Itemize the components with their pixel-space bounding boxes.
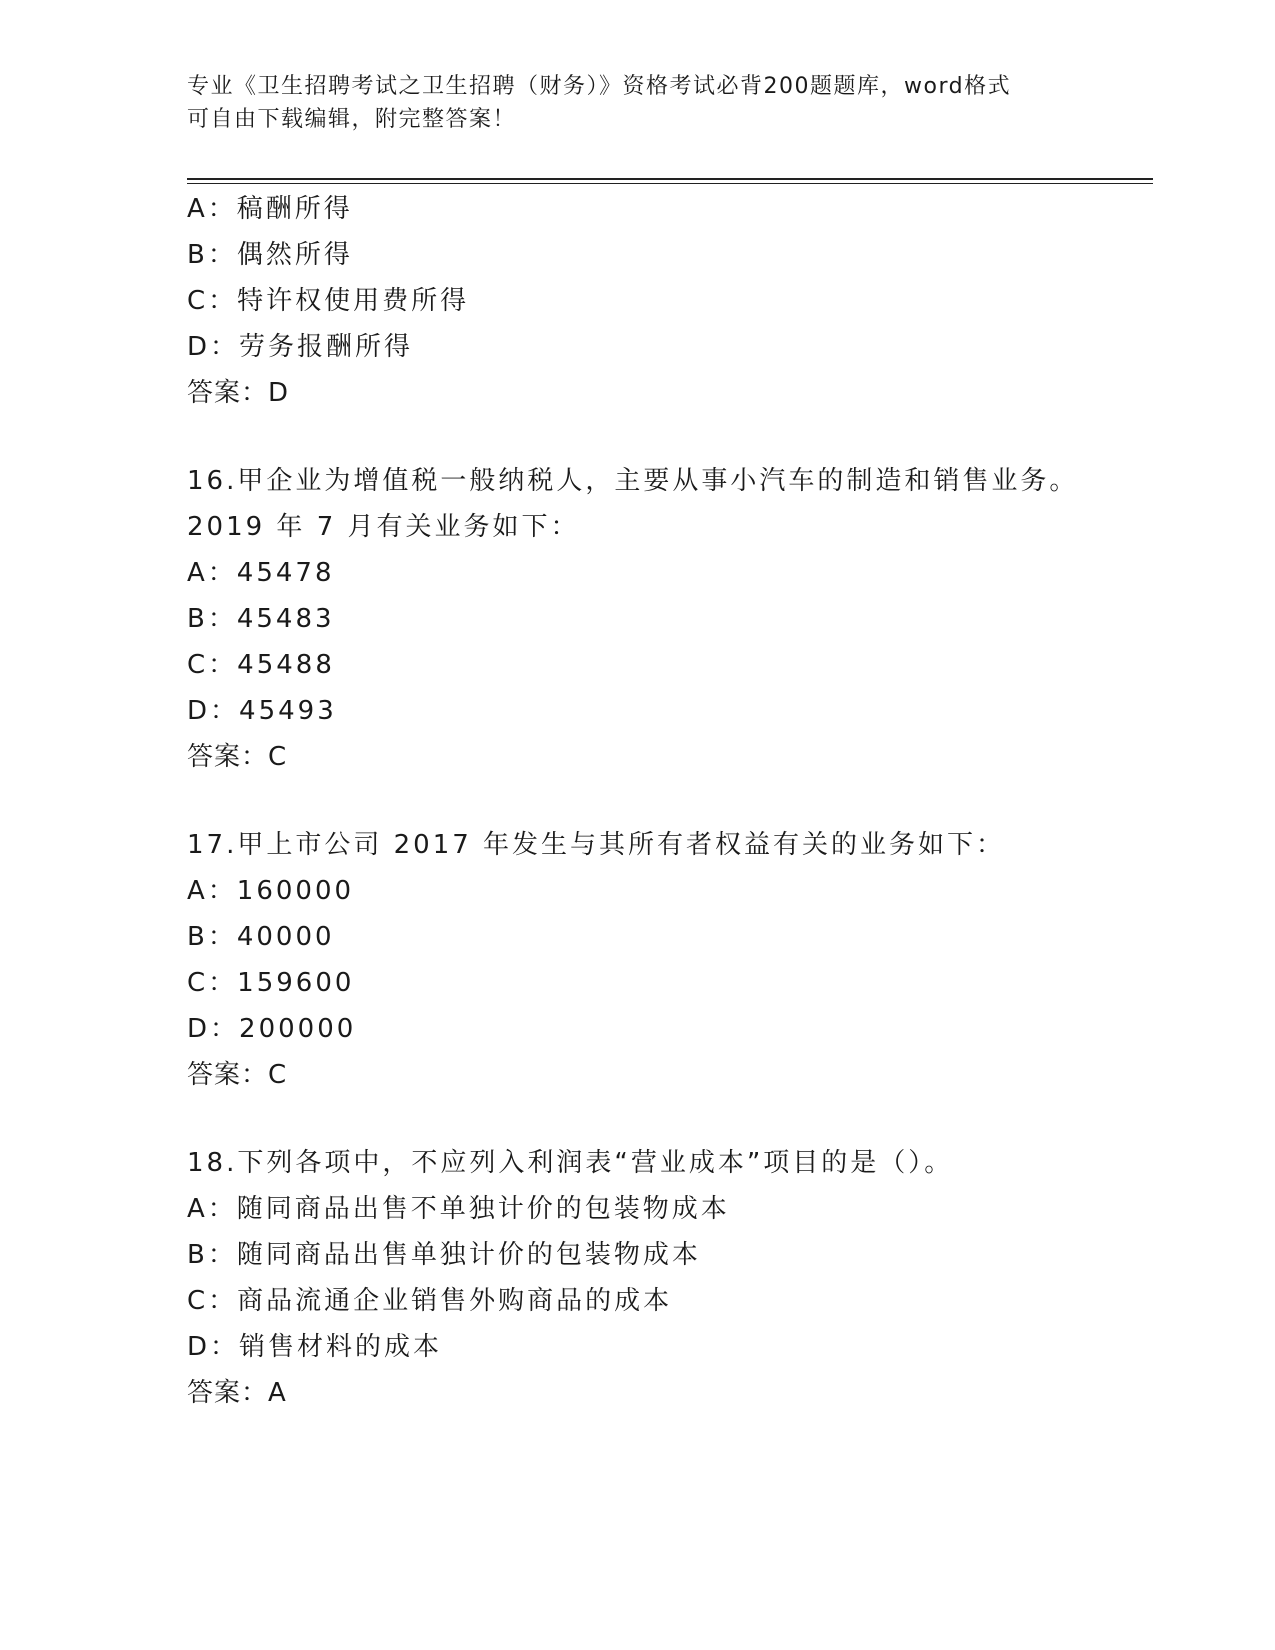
option-d: D：45493 [187,696,337,726]
question-17-block [187,822,1167,1098]
answer-line: 答案：A [187,1378,287,1408]
option-d: D：劳务报酬所得 [187,332,414,362]
question-stem [187,822,1167,868]
question-stem-line-1: 18.下列各项中，不应列入利润表“营业成本”项目的是（）。 [187,1148,954,1178]
header-title-line-2: 可自由下载编辑，附完整答案！ [187,107,517,132]
option-a: A：160000 [187,876,355,906]
question-18-block [187,1140,1167,1416]
question-stem-line-2: 2019 年 7 月有关业务如下： [187,512,580,542]
option-a: A：45478 [187,558,335,588]
question-list [187,186,1167,1416]
option-c: C：特许权使用费所得 [187,286,470,316]
option-c: C：商品流通企业销售外购商品的成本 [187,1286,673,1316]
option-d: D：200000 [187,1014,357,1044]
question-stem [187,458,1167,550]
document-header [187,70,1067,136]
header-title-line-1: 专业《卫生招聘考试之卫生招聘（财务）》资格考试必背200题题库，word格式 [187,74,1012,99]
option-c: C：45488 [187,650,335,680]
question-16-block [187,458,1167,780]
answer-line: 答案：D [187,378,290,408]
answer-line: 答案：C [187,742,288,772]
header-divider-thick [187,178,1153,180]
option-b: B：偶然所得 [187,240,353,270]
option-b: B：40000 [187,922,335,952]
option-a: A：随同商品出售不单独计价的包装物成本 [187,1194,730,1224]
option-b: B：45483 [187,604,335,634]
question-stem-line-1: 16.甲企业为增值税一般纳税人，主要从事小汽车的制造和销售业务。 [187,466,1079,496]
option-a: A：稿酬所得 [187,194,353,224]
answer-line: 答案：C [187,1060,288,1090]
question-stem [187,1140,1167,1186]
question-stem-line-1: 17.甲上市公司 2017 年发生与其所有者权益有关的业务如下： [187,830,1006,860]
option-d: D：销售材料的成本 [187,1332,443,1362]
header-divider-thin [187,183,1153,184]
option-b: B：随同商品出售单独计价的包装物成本 [187,1240,701,1270]
option-c: C：159600 [187,968,355,998]
question-15-block [187,186,1167,416]
